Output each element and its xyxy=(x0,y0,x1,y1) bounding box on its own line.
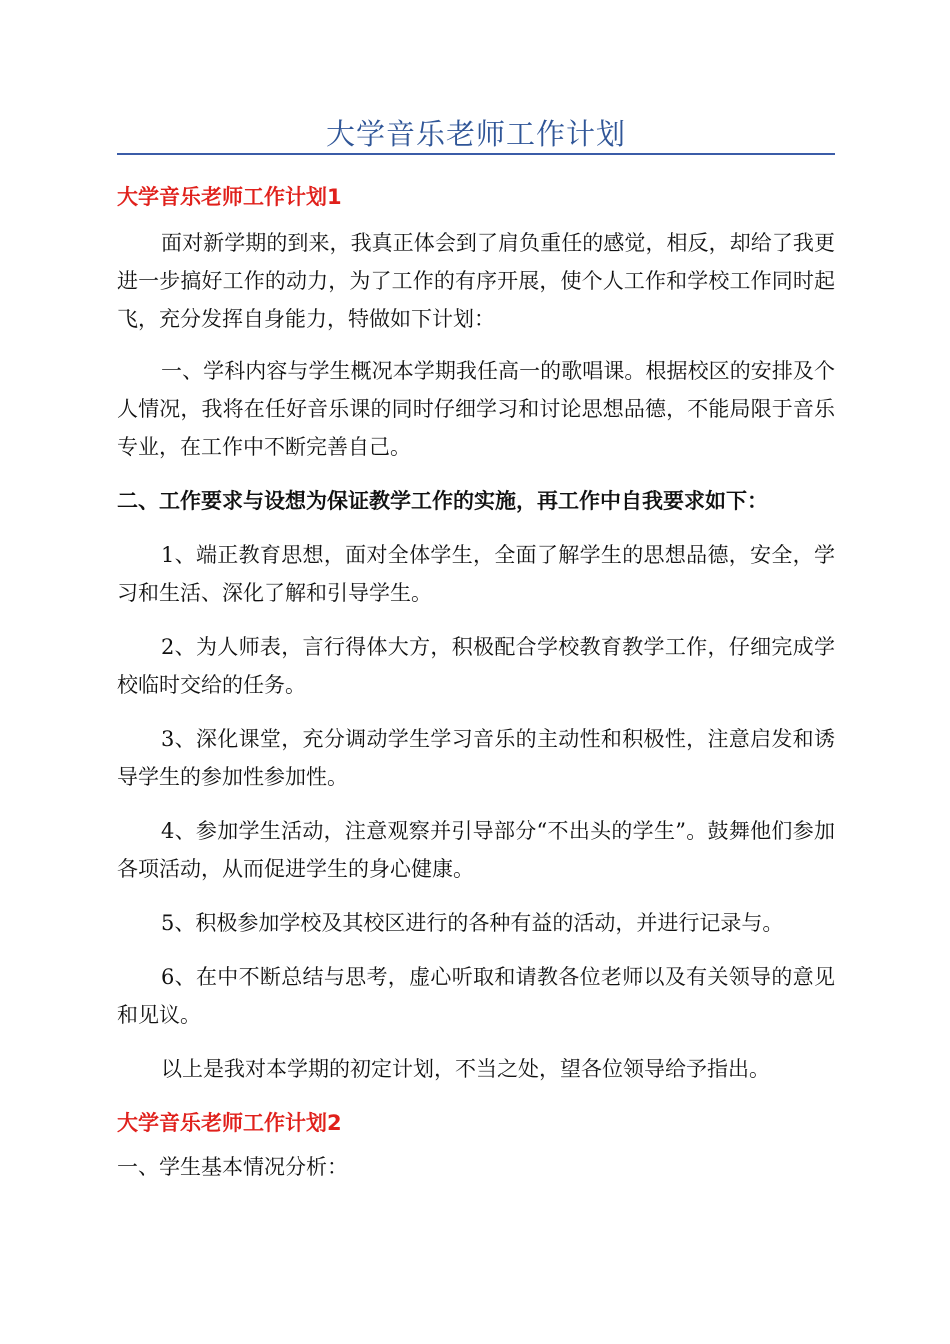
section-1-part2-heading: 二、工作要求与设想为保证教学工作的实施，再工作中自我要求如下： xyxy=(117,489,768,513)
list-item: 5、积极参加学校及其校区进行的各种有益的活动，并进行记录与。 xyxy=(161,911,784,935)
list-item: 4、参加学生活动，注意观察并引导部分“不出头的学生”。鼓舞他们参加各项活动，从而促进学生的身心健康。 xyxy=(117,819,835,881)
section-2-heading: 大学音乐老师工作计划2 xyxy=(117,1111,342,1135)
title-underline xyxy=(117,153,835,155)
section-1-intro: 面对新学期的到来，我真正体会到了肩负重任的感觉，相反，却给了我更进一步搞好工作的动力，为了工作的有序开展，使个人工作和学校工作同时起飞，充分发挥自身能力，特做如下计划： xyxy=(117,231,835,331)
list-item: 6、在中不断总结与思考，虚心听取和请教各位老师以及有关领导的意见和见议。 xyxy=(117,965,835,1027)
section-1-closing: 以上是我对本学期的初定计划，不当之处，望各位领导给予指出。 xyxy=(161,1057,770,1081)
section-1-part1: 一、学科内容与学生概况本学期我任高一的歌唱课。根据校区的安排及个人情况，我将在任好音乐课的同时仔细学习和讨论思想品德，不能局限于音乐专业，在工作中不断完善自己。 xyxy=(117,359,835,459)
list-item: 2、为人师表，言行得体大方，积极配合学校教育教学工作，仔细完成学校临时交给的任务。 xyxy=(117,635,835,697)
list-item: 1、端正教育思想，面对全体学生，全面了解学生的思想品德，安全，学习和生活、深化了解和引导学生。 xyxy=(117,543,835,605)
section-1-heading: 大学音乐老师工作计划1 xyxy=(117,185,342,209)
section-2-first-line: 一、学生基本情况分析： xyxy=(117,1155,348,1179)
document-title: 大学音乐老师工作计划 xyxy=(325,117,626,151)
list-item: 3、深化课堂，充分调动学生学习音乐的主动性和积极性，注意启发和诱导学生的参加性参加性。 xyxy=(117,727,835,789)
